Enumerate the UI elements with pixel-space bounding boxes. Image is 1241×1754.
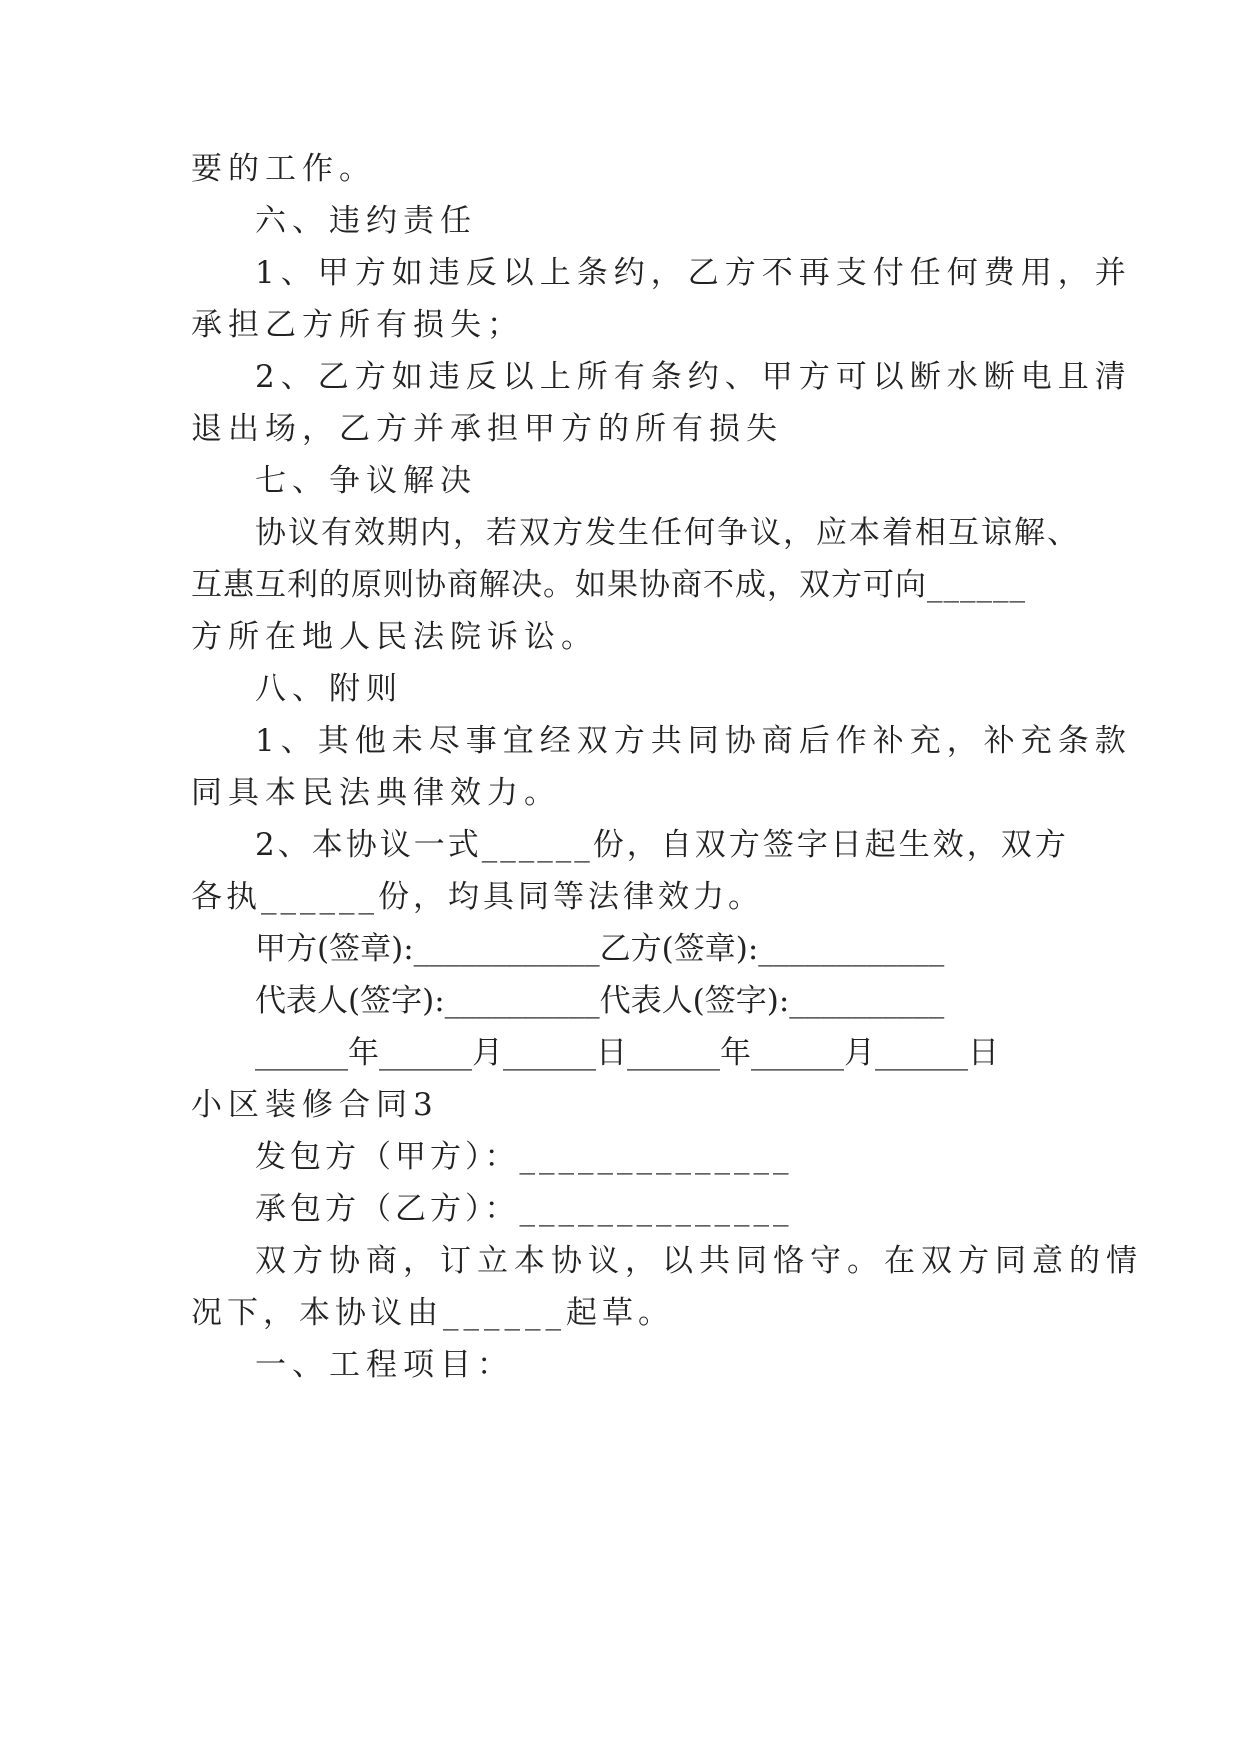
text-line: 协议有效期内，若双方发生任何争议，应本着相互谅解、 (255, 515, 1080, 551)
signature-date-line: ______年______月______日______年______月______日 (255, 1035, 999, 1071)
text-line: 1、其他未尽事宜经双方共同协商后作补充，补充条款 (255, 723, 1132, 759)
section-heading-dispute: 七、争议解决 (255, 463, 477, 499)
signature-line-party: 甲方(签章):____________乙方(签章):____________ (255, 931, 945, 967)
section-heading-liability: 六、违约责任 (255, 203, 477, 239)
party-a-line: 发包方（甲方）：______________ (255, 1139, 793, 1175)
text-line: 要的工作。 (191, 151, 376, 187)
text-line: 退出场，乙方并承担甲方的所有损失 (191, 411, 783, 447)
contract-title: 小区装修合同3 (191, 1087, 439, 1123)
text-line: 各执______份，均具同等法律效力。 (191, 879, 763, 915)
text-line: 况下，本协议由______起草。 (191, 1295, 674, 1331)
text-line: 双方协商，订立本协议，以共同恪守。在双方同意的情 (255, 1243, 1143, 1279)
text-line: 2、乙方如违反以上所有条约、甲方可以断水断电且清 (255, 359, 1132, 395)
section-heading-appendix: 八、附则 (255, 671, 403, 707)
party-b-line: 承包方（乙方）：______________ (255, 1191, 793, 1227)
text-line: 互惠互利的原则协商解决。如果协商不成，双方可向______ (191, 567, 1026, 603)
section-heading-project: 一、工程项目： (255, 1347, 514, 1383)
text-line: 同具本民法典律效力。 (191, 775, 561, 811)
text-line: 承担乙方所有损失； (191, 307, 524, 343)
text-line: 1、甲方如违反以上条约，乙方不再支付任何费用，并 (255, 255, 1132, 291)
text-line: 2、本协议一式______份，自双方签字日起生效，双方 (255, 827, 1069, 863)
signature-line-representative: 代表人(签字):__________代表人(签字):__________ (255, 983, 945, 1019)
text-line: 方所在地人民法院诉讼。 (191, 619, 598, 655)
